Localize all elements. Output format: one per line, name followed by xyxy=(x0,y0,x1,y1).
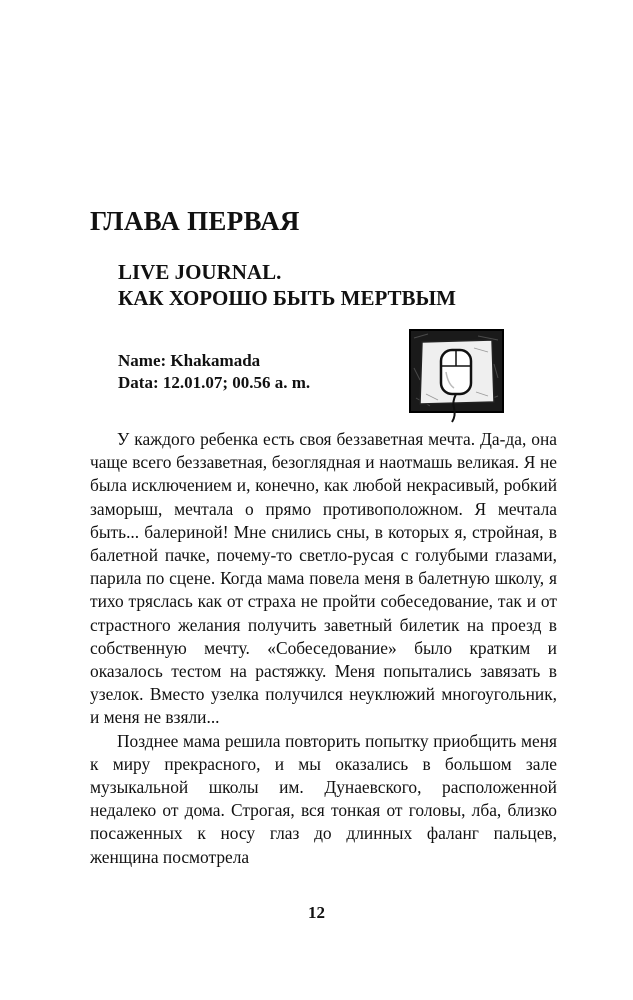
entry-meta xyxy=(118,350,310,394)
paragraph-2: Позднее мама решила повторить попытку приобщить меня к миру прекрасного, и мы оказались в большом зале музыкальной школы им. Дунаевского, расположенной недалеко от дома. Строгая, вся тонкая от головы, лба, близко посаженных к носу глаз до длинных фаланг пальцев, женщина посмотрела xyxy=(90,730,557,867)
paragraph-1: У каждого ребенка есть своя беззаветная мечта. Да-да, она чаще всего беззаветная, безоглядная и наотмашь великая. Я не была исключением и, конечно, как любой некрасивый, робкий заморыш, мечтала о прямо противоположном. Я мечтала быть... балериной! Мне снились сны, в которых я, стройная, в балетной пачке, почему-то светло-русая с голубыми глазами, парила по сцене. Когда мама повела меня в балетную школу, я тихо тряслась как от страха не пройти собеседование, так и от страстного желания получить заветный билетик на проезд в собственную мечту. «Собеседование» было кратким и оказалось тестом на растяжку. Меня попытались завязать в узелок. Вместо узелка получился неуклюжий многоугольник, и меня не взяли... xyxy=(90,429,557,728)
section-title-line-1: LIVE JOURNAL. xyxy=(118,260,282,284)
chapter-title: ГЛАВА ПЕРВАЯ xyxy=(90,206,300,236)
body-text xyxy=(90,428,557,869)
entry-date: Data: 12.01.07; 00.56 a. m. xyxy=(118,373,311,392)
page-number: 12 xyxy=(308,903,325,922)
entry-name: Name: Khakamada xyxy=(118,351,261,370)
section-title xyxy=(118,259,456,311)
section-title-line-2: КАК ХОРОШО БЫТЬ МЕРТВЫМ xyxy=(118,286,456,310)
computer-mouse-icon xyxy=(408,328,505,423)
